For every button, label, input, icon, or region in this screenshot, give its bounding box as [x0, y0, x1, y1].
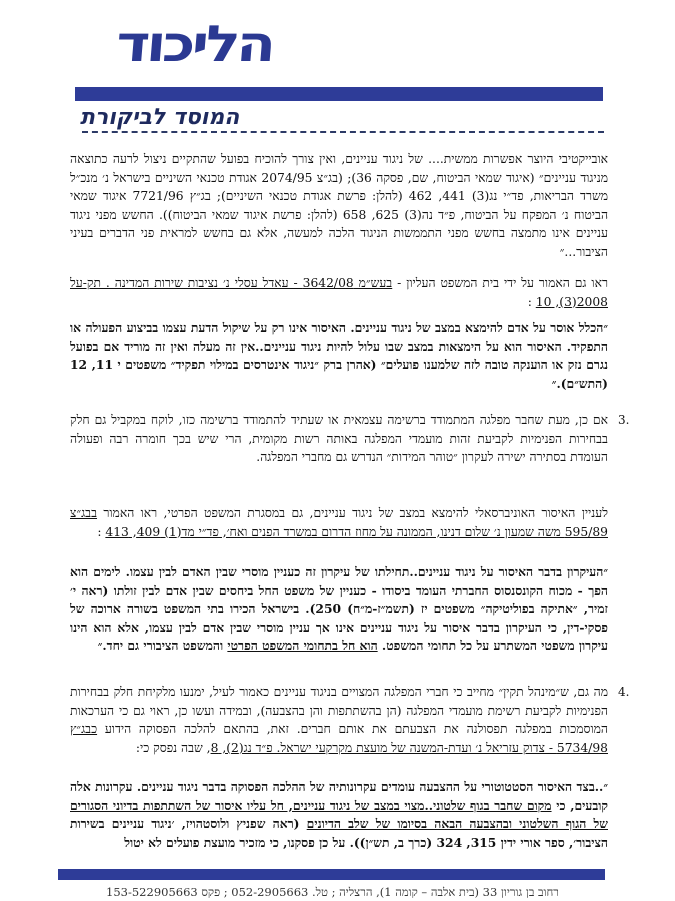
paragraph-reference-1 [70, 274, 608, 314]
item-4-text: מה גם, ש״מינהל תקין״ מחייב כי חברי המפלגה המצויים בניגוד עניינים כאמור לעיל, ימנעו מלקיחת חלק בבחירות הפנימיות לקביעת רשימת מועמדי המפלגה (הן בהשתתפות והן בהצבעה), ובמידה ועשו כן, ראוי גם כי הערכאות המוסמכות במפלגה תפסולנה את הצבעתם את אותם חברים. זאת, בהתאם להלכה הפסוקה הידוע [70, 685, 608, 737]
reference-suffix: : [527, 294, 536, 309]
likud-logo: הליכוד [113, 15, 276, 73]
case-citation-link: בבג״צ 595/89 משה שמעון נ׳ שלום דנינו, הממונה על מחוז הדרום במשרד הפנים ואח׳, פד״י מד(1) 409, 413 [70, 506, 608, 539]
item-number-4: 4. [618, 685, 630, 699]
footer-address: רחוב בן גוריון 33 (בית אלבה – קומה 1), הרצליה ; טל. 052-2905663 ; פקס 153-522905663 [106, 885, 559, 899]
quote-underlined: הוא חל בתחומי המשפט הפרטי [227, 638, 378, 654]
quote-text-end: (ראה שפניץ ולוסטהויז, ׳ניגוד עניינים בשירות הציבור׳, ספר אורי ידין 315, 324 (כרך ב, תש״ן)). על כן פסקנו, כי מזכיר מועצת פועלים לא יטול [70, 816, 608, 850]
paragraph-item-3: אם כן, מעת שחבר מפלגה המתמודד ברשימה עצמאית או שעתיד להתמודד ברשימה כזו, לוקח במקביל גם חלק בבחירות הפנימיות לקביעת זהות מועמדי המפלגה באותה רשות מקומית, הרי שיש בכך חומרה רבה ופעולה העומדת בסתירה ישירה לעקרון ״טוהר המידות״ הנדרש גם מחברי המפלגה. [70, 413, 608, 465]
header-divider [82, 131, 604, 133]
item-number-3: 3. [618, 413, 630, 427]
quote-text: ״העיקרון בדבר האיסור על ניגוד עניינים..תחילתו של עיקרון זה כעניין מוסרי שבין האדם לבין עצמו. לימים הוא הפך - מכוח הקונסנסוס החברתי העומד ביסודו - כעניין של משפט החל ביחסים שבין אדם לבין זולתו (ראה י׳ זמיר, ״אתיקה בפוליטיקה״ משפטים יז (תשמ״ז-מ״ח) 250). בישראל הכירו בתי המשפט בשורה ארוכה של פסקי-דין, כי העיקרון בדבר איסור על ניגוד עניינים אינו אך עניין מוסרי שבין אדם לבין עצמו, אלא הוא הינו עיקרון משפטי המשתרע על כל תחומי המשפט. [70, 564, 608, 654]
header-bar [75, 87, 603, 101]
quote-underlined: מקום שחבר בגוף שלטוני..מצוי במצב של ניגוד עניינים, חל עליו איסור של השתתפות בדיוני הסגורים של הגוף השלטוני ובהצבעה הבאה בסיומו של שלב הדיונים [70, 797, 608, 832]
footer-bar [58, 869, 605, 880]
page-subtitle: המוסד לביקורת [80, 105, 240, 130]
quote-text: ״..בצד האיסור הסטטוטורי על ההצבעה עומדים עקרונותיה של ההלכה הפסוקה בדבר ניגוד עניינים. עקרונות אלה קובעים, כי [70, 779, 608, 813]
paragraph-reference-2 [70, 504, 608, 564]
quote-conflict-principle [70, 563, 608, 677]
paragraph-item-4 [70, 683, 608, 779]
reference-suffix: : [97, 524, 106, 539]
reference-intro: ראו גם האמור על ידי בית המשפט העליון - [392, 276, 608, 290]
quote-azriel [70, 778, 608, 872]
case-citation-link: כבג״ץ 5734/98 - צדוק עזריאל נ׳ ועדת-המשנה של מועצת מקרקעי ישראל. פ״ד נג(2), 8 [70, 722, 608, 755]
quote-text-end: והמשפט הציבורי גם יחד.״ [97, 638, 228, 654]
reference-intro: לעניין האיסור האוניברסאלי להימצא במצב של ניגוד עניינים, גם במסגרת המשפט הפרטי, ראו האמור [97, 506, 608, 520]
item-4-suffix: , שבה נפסק כי: [135, 740, 211, 755]
case-citation-link: בעש״מ 3642/08 - עאדל עסלי נ׳ נציבות שירות המדינה . תק-על 2008(3), 10 [70, 276, 608, 309]
paragraph-quote-continuation: אובייקטיבי היוצר אפשרות ממשית.... של ניגוד עניינים, ואין צורך להוכיח בפועל שהתקיים ניצול לרעה כתוצאה מניגוד עניינים״ (איגוד שמאי הביטוח, שם, פסקה 36); (בג״צ 2074/95 אגודת טכנאי השיניים בישראל נ׳ מנכ״ל משרד הבריאות, פד״י נג(3) 441, 462 (להלן: פרשת אגודת טכנאי השיניים); בג״ץ 7721/96 איגוד שמאי הביטוח נ׳ המפקח על הביטוח, פ״ד נה(3) 625, 658 (להלן: פרשת איגוד שמאי הביטוח)). החשש מפני ניגוד עניינים אינו מתמצה בחשש מפני התממשות הניגוד הלכה למעשה, אלא גם בחשש למראית פני הדברים בעיני הציבור...״ [70, 152, 608, 259]
quote-barak: ״הכלל אוסר על אדם להימצא במצב של ניגוד עניינים. האיסור אינו רק על שיקול הדעת עצמו בביצוע הפעולה או התפקיד. האיסור הוא על הימצאות במצב שבו עלול להיות ניגוד עניינים..אין זה מעלה ואין זה מוריד אם בפועל נגרם נזק או הוענקה טובה לזה שלמענו פועלים״ (אהרן ברק ״ניגוד אינטרסים במילוי תפקיד״ משפטים י 11, 12 (התש״ם).״ [70, 320, 608, 391]
